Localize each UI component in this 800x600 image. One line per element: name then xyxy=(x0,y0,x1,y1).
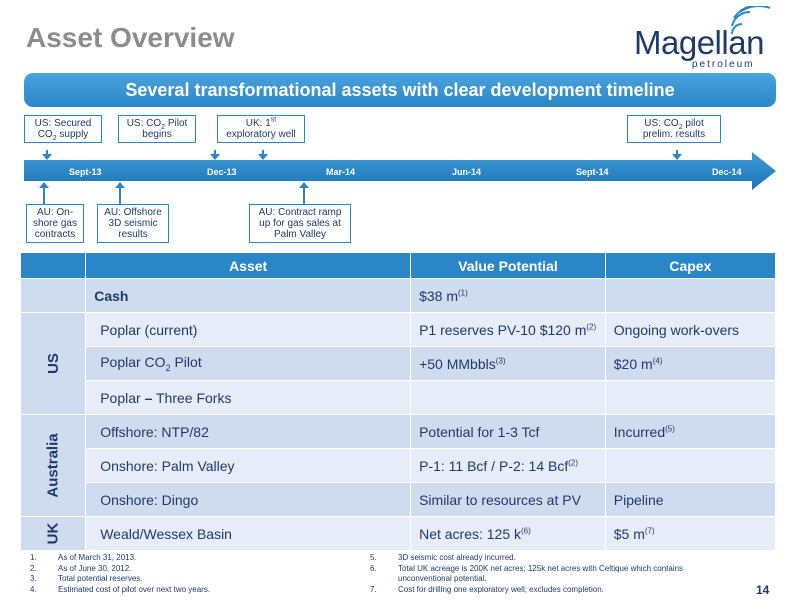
asset-table xyxy=(20,252,776,551)
footnotes-right xyxy=(370,553,740,595)
capex-cell: $20 $m^{(4)}$ xyxy=(605,347,775,381)
asset-cell: Onshore: Palm Valley xyxy=(86,449,411,483)
value-cell: $38 $m^{(1)}$ xyxy=(411,279,606,313)
table-row xyxy=(21,347,776,381)
table-row xyxy=(21,483,776,517)
logo-subtitle: petroleum xyxy=(692,59,755,70)
table-row xyxy=(21,381,776,415)
value-cell: Similar to resources at PV xyxy=(411,483,606,517)
headline-banner: Several transformational assets with clear development timeline xyxy=(24,73,776,107)
region-uk: UK xyxy=(21,517,86,551)
value-cell xyxy=(411,381,606,415)
table-header-row xyxy=(21,253,776,279)
table-row xyxy=(21,517,776,551)
value-cell: P1 reserves PV-10 $120 $m^{(2)}$ xyxy=(411,313,606,347)
footnote: 3. Total potential reserves. xyxy=(30,574,143,584)
asset-cell: Offshore: NTP/82 xyxy=(86,415,411,449)
header-asset: Asset xyxy=(86,253,411,279)
capex-cell: Incurred$^{(5)}$ xyxy=(605,415,775,449)
timeline-tick-sept-14: Sept-14 xyxy=(576,167,609,177)
asset-cell: Poplar $CO_2$ Pilot xyxy=(86,347,411,381)
value-cell: P-1: 11 Bcf / P-2: 14 Bcf$^{(2)}$ xyxy=(411,449,606,483)
timeline-tick-dec-13: Dec-13 xyxy=(207,167,237,177)
asset-cell: Weald/Wessex Basin xyxy=(86,517,411,551)
capex-cell: Pipeline xyxy=(605,483,775,517)
asset-cash: Cash xyxy=(86,279,411,313)
table-row xyxy=(21,279,776,313)
header-capex: Capex xyxy=(605,253,775,279)
region-australia: Australia xyxy=(21,415,86,517)
capex-cell xyxy=(605,449,775,483)
callout-us-co2-supply: US: Secured $CO_2$ supply xyxy=(24,115,102,143)
logo-wordmark: Magellan xyxy=(634,24,764,61)
callout-au-palm-valley: AU: Contract ramp up for gas sales at Palm Valley xyxy=(249,204,351,243)
page-number: 14 xyxy=(756,583,770,597)
header-value-potential: Value Potential xyxy=(411,253,606,279)
timeline-tick-jun-14: Jun-14 xyxy=(452,167,482,177)
asset-cell: Poplar (current) xyxy=(86,313,411,347)
value-cell: +50 MMbbls$^{(3)}$ xyxy=(411,347,606,381)
slide-title: Asset Overview xyxy=(26,22,235,53)
region-cell-blank xyxy=(21,279,86,313)
asset-cell: Onshore: Dingo xyxy=(86,483,411,517)
table-row xyxy=(21,449,776,483)
region-us: US xyxy=(21,313,86,415)
timeline-tick-sept-13: Sept-13 xyxy=(69,167,102,177)
capex-cell: $5 $m^{(7)}$ xyxy=(605,517,775,551)
callout-us-co2-pilot: US: $CO_2$ Pilot begins xyxy=(118,115,196,143)
table-row xyxy=(21,415,776,449)
capex-cell xyxy=(605,381,775,415)
value-cell: Potential for 1-3 Tcf xyxy=(411,415,606,449)
timeline-tick-dec-14: Dec-14 xyxy=(712,167,742,177)
header-region xyxy=(21,253,86,279)
footnote: 5. 3D seismic cost already incurred. xyxy=(370,553,516,562)
footnote: 7. Cost for drilling one exploratory well; excludes completion. xyxy=(370,584,604,594)
footnote: 2. As of June 30, 2012. xyxy=(30,563,132,573)
value-cell: Net acres: 125 $k^{(6)}$ xyxy=(411,517,606,551)
callout-au-onshore-gas: AU: On- shore gas contracts xyxy=(26,204,84,243)
table-row xyxy=(21,313,776,347)
footnote: unconventional potential. xyxy=(398,574,487,584)
capex-cell: Ongoing work-overs xyxy=(605,313,775,347)
footnote: 4. Estimated cost of pilot over next two years. xyxy=(30,584,211,594)
timeline-tick-mar-14: Mar-14 xyxy=(326,167,356,177)
footnotes-left xyxy=(30,553,210,595)
asset-cell: Poplar – Three Forks xyxy=(86,381,411,415)
capex-cell xyxy=(605,279,775,313)
footnote: 6. Total UK acreage is 200K net acres; 125k net acres with Celtique which contains xyxy=(370,563,684,573)
magellan-logo xyxy=(634,6,784,72)
callout-au-offshore-seismic: AU: Offshore 3D seismic results xyxy=(97,204,169,243)
callout-uk-exploratory-well: UK: 1st exploratory well xyxy=(217,115,305,143)
footnote: 1. As of March 31, 2013. xyxy=(30,553,137,562)
callout-us-co2-pilot-results: US: $CO_2$ pilot prelim. results xyxy=(627,115,721,143)
